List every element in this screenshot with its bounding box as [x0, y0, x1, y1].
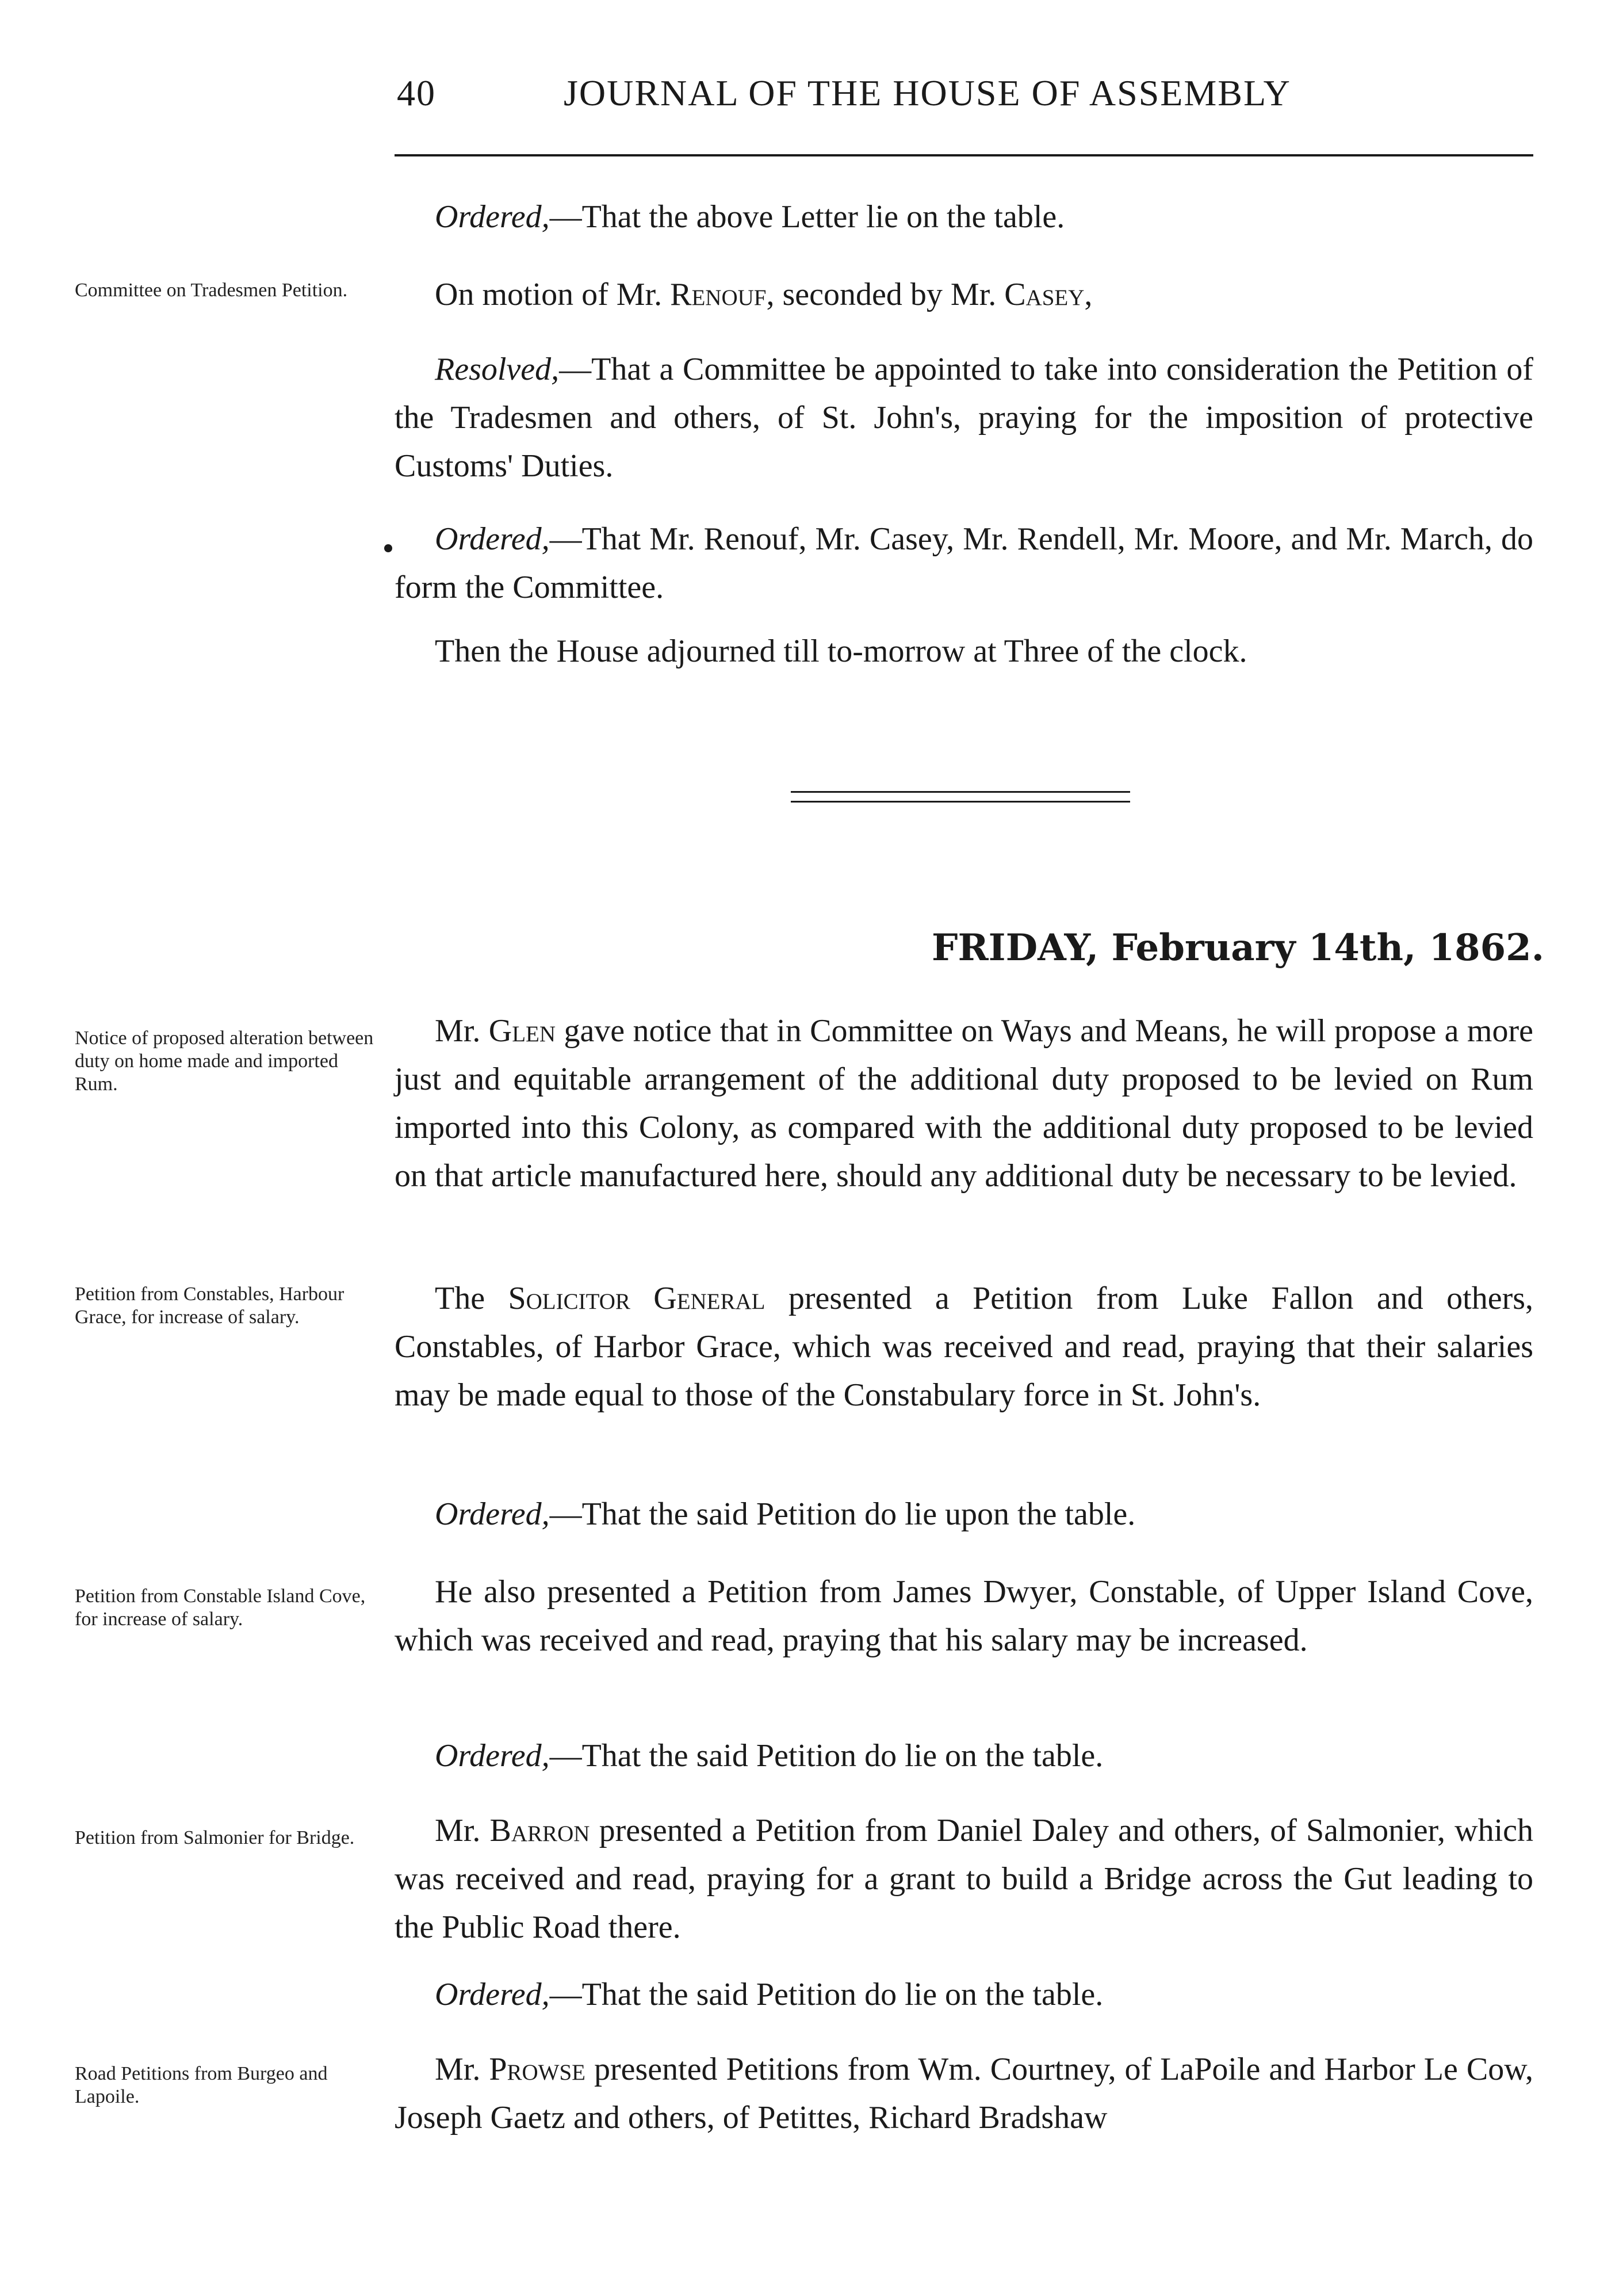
committee-order-lead: Ordered,	[435, 521, 550, 557]
member-name-glen: Glen	[488, 1013, 556, 1049]
order-lead-4: Ordered,	[435, 1977, 550, 2012]
glen-text-a: Mr.	[435, 1013, 489, 1049]
running-title: JOURNAL OF THE HOUSE OF ASSEMBLY	[564, 72, 1291, 113]
page-number: 40	[397, 72, 436, 113]
solicitor-general-petition-paragraph	[395, 1274, 1533, 1419]
glen-notice-paragraph	[395, 1007, 1533, 1200]
prowse-text-rest: presented Petitions from Wm. Courtney, of LaPoile and Harbor Le Cow, Joseph Gaetz and others, of Petittes, Richard Bradshaw	[395, 2051, 1533, 2135]
resolved-lead: Resolved,	[435, 352, 560, 387]
order-lead: Ordered,	[435, 199, 550, 235]
committee-order-text: —That Mr. Renouf, Mr. Casey, Mr. Rendell, Mr. Moore, and Mr. March, do form the Committee.	[395, 521, 1533, 605]
order-letter-on-table	[435, 193, 1065, 241]
dwyer-petition-paragraph: He also presented a Petition from James Dwyer, Constable, of Upper Island Cove, which was received and read, praying that his salary may be increased.	[395, 1574, 1533, 1658]
section-divider-top	[791, 791, 1130, 793]
margin-note-rum-duty: Notice of proposed alteration between duty on home made and imported Rum.	[75, 1027, 374, 1095]
order-lead-3: Ordered,	[435, 1738, 550, 1774]
order-text-3: —That the said Petition do lie on the table.	[549, 1738, 1104, 1774]
sg-text-a: The	[435, 1281, 508, 1316]
motion-text-b: , seconded by Mr.	[766, 277, 1005, 312]
sg-text-rest: presented a Petition from Luke Fallon and others, Constables, of Harbor Grace, which was received and read, praying that their salaries may be made equal to those of the Constabulary force in St. John's.	[395, 1281, 1534, 1413]
margin-note-tradesmen-committee: Committee on Tradesmen Petition.	[75, 280, 348, 301]
resolution-paragraph	[395, 345, 1533, 490]
motion-text-c: ,	[1084, 277, 1093, 312]
order-lead-2: Ordered,	[435, 1496, 550, 1532]
adjournment-paragraph: Then the House adjourned till to-morrow at Three of the clock.	[435, 633, 1247, 669]
order-petition-lie-on-table-2	[435, 1732, 1103, 1780]
resolved-text: —That a Committee be appointed to take into consideration the Petition of the Tradesmen and others, of St. John's, praying for the imposition of protective Customs' Duties.	[395, 352, 1533, 484]
member-name-renouf: Renouf	[670, 277, 767, 312]
prowse-petitions-paragraph	[395, 2045, 1533, 2142]
prowse-text-a: Mr.	[435, 2051, 489, 2087]
margin-note-road-petitions: Road Petitions from Burgeo and Lapoile.	[75, 2063, 328, 2107]
committee-order-paragraph	[395, 515, 1533, 612]
date-heading: FRIDAY, February 14th, 1862.	[932, 926, 1544, 969]
member-name-solicitor-general: Solicitor General	[508, 1281, 765, 1316]
page-header	[397, 72, 1536, 118]
order-text-2: —That the said Petition do lie upon the table.	[549, 1496, 1136, 1532]
member-name-prowse: Prowse	[489, 2051, 585, 2087]
header-rule	[395, 154, 1533, 156]
member-name-barron: Barron	[489, 1813, 590, 1848]
margin-note-constables-harbour-grace: Petition from Constables, Harbour Grace, for increase of salary.	[75, 1283, 345, 1328]
order-text: —That the above Letter lie on the table.	[549, 199, 1065, 235]
margin-note-island-cove: Petition from Constable Island Cove, for increase of salary.	[75, 1586, 366, 1630]
glen-text-rest: gave notice that in Committee on Ways and Means, he will propose a more just and equitable arrangement of the additional duty proposed to be levied on Rum imported into this Colony, as compared with the additional duty proposed to be levied on that article manufactured here, should any additional duty be necessary to be levied.	[395, 1013, 1533, 1194]
member-name-casey: Casey	[1004, 277, 1085, 312]
barron-text-rest: presented a Petition from Daniel Daley and others, of Salmonier, which was received and read, praying for a grant to build a Bridge across the Gut leading to the Public Road there.	[395, 1813, 1533, 1945]
section-divider-bottom	[791, 801, 1130, 803]
order-petition-lie-upon-table	[435, 1490, 1135, 1538]
motion-text-a: On motion of Mr.	[435, 277, 671, 312]
barron-petition-paragraph	[395, 1806, 1533, 1951]
order-petition-lie-on-table-3	[435, 1970, 1103, 2019]
barron-text-a: Mr.	[435, 1813, 490, 1848]
motion-paragraph	[435, 270, 1092, 319]
margin-note-salmonier-bridge: Petition from Salmonier for Bridge.	[75, 1827, 355, 1848]
order-text-4: —That the said Petition do lie on the table.	[549, 1977, 1104, 2012]
bullet-mark	[384, 544, 392, 552]
